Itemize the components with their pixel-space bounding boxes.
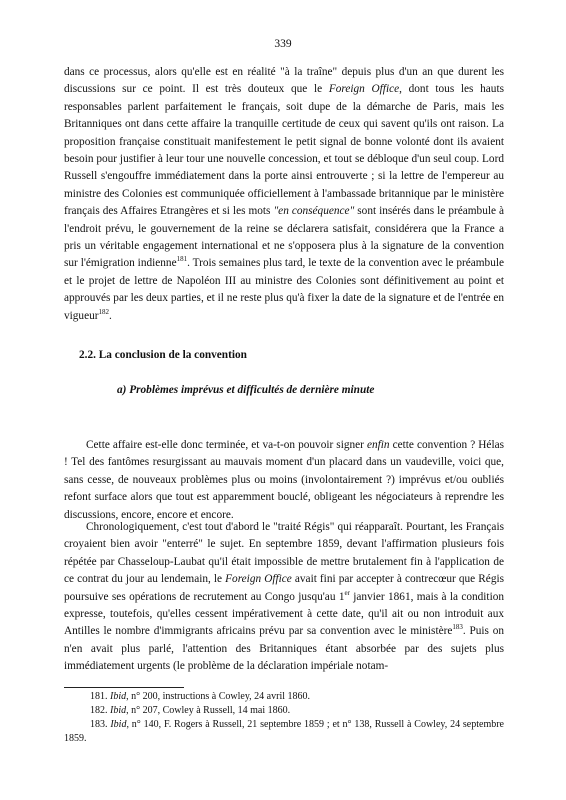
text-run: dans ce processus, alors qu'elle est en réalité "à la traîne" depuis plus d'un an que durent les discussions sur ce point. Il est très douteux que le bbox=[64, 66, 504, 96]
italic-term: Foreign Office bbox=[328, 83, 400, 96]
footnote-number: 181. bbox=[90, 691, 110, 702]
footnote-number: 182. bbox=[90, 705, 110, 716]
text-run: sont insérés dans le préambule à l'endroit prévu, le gouvernement de la reine se déclarera satisfait, considérera que la France a pris un véritable engagement international et ne s'opposera plus à la signature de la convention sur l'émigration indienne bbox=[64, 205, 504, 270]
footnote-ref-183[interactable]: 183 bbox=[452, 623, 463, 632]
footnote-182 bbox=[64, 704, 504, 718]
italic-word: enfin bbox=[366, 439, 390, 451]
page-number: 339 bbox=[274, 38, 292, 50]
footnote-divider bbox=[64, 687, 184, 688]
footnote-number: 183. bbox=[90, 719, 111, 730]
italic-term: Foreign Office bbox=[225, 573, 292, 586]
ordinal-suffix: er bbox=[344, 588, 350, 597]
footnote-181 bbox=[64, 690, 504, 704]
text-run: cette convention ? Hélas ! Tel des fantômes resurgissant au mauvais moment d'un placard dans un vaudeville, voici que, sans cesse, de nouveaux problèmes plus ou moins (involontairement ?) imprévus et/ou oubliés refont surface alors que tout est apparemment bouclé, obligeant les négociateurs à reprendre les discussions, encore, encore et encore. bbox=[64, 439, 504, 521]
footnote-ref-181[interactable]: 181 bbox=[176, 255, 188, 264]
subsection-heading: a) Problèmes imprévus et difficultés de dernière minute bbox=[117, 384, 375, 396]
footnote-ibid: Ibid bbox=[110, 691, 127, 702]
footnote-text: , n° 207, Cowley à Russell, 14 mai 1860. bbox=[126, 705, 291, 716]
footnote-ref-182[interactable]: 182 bbox=[98, 307, 110, 316]
text-run: Chronologiquement, c'est tout d'abord le "traité Régis" qui réapparaît. Pourtant, les Français croyaient bien avoir "enterré" le sujet. En septembre 1859, devant l'affirmation plusieurs fois répétée par Chasseloup-Laubat qu'il était impossible de mettre brutalement fin à l'application de ce contrat du jour au lendemain, le bbox=[64, 521, 504, 586]
footnote-183 bbox=[64, 718, 504, 746]
text-run: . Trois semaines plus tard, le texte de la convention avec le préambule et le projet de lettre de Napoléon III au ministre des Colonies sont définitivement au point et approuvés par les deux parties, et il ne reste plus qu'à fixer la date de la signature et de l'entrée en vigueur bbox=[64, 257, 505, 322]
section-heading: 2.2. La conclusion de la convention bbox=[79, 349, 247, 361]
text-run: , dont tous les hauts responsables parlent parfaitement le français, soit dupe de la démarche de Paris, mais les Britanniques ont dans cette affaire la tranquille certitude de ceux qui savent qu'ils ont raison. La proposition française constituait manifestement le petit signal de bonne volonté dont ils avaient besoin pour justifier à leur tour une nouvelle concession, et tout se débloque d'un seul coup. Lord Russell s'engouffre immédiatement dans la porte ainsi entrouverte ; si la lettre de l'empereur au ministre des Colonies est communiquée officiellement à l'ambassade britannique par le ministère français des Affaires Etrangères et si les mots bbox=[64, 83, 504, 218]
body-paragraph-3 bbox=[64, 519, 504, 676]
text-run: . Puis on n'en avait plus parlé, l'attention des Britanniques étant absorbée par des sujets plus immédiatement urgents (le problème de la déclaration impériale notam- bbox=[64, 625, 504, 673]
text-run: janvier 1861, mais à la condition expresse, toutefois, qu'elles cessent impérativement à cette date, qu'il ait ou non introduit aux Antilles le nombre d'immigrants africains prévu par sa convention avec le ministère bbox=[64, 590, 504, 638]
footnotes-list bbox=[64, 690, 504, 746]
text-run: avait fini par accepter à contrecœur que Régis poursuive ses opérations de recrutement au Congo jusqu'au 1 bbox=[64, 573, 504, 603]
body-paragraph-1 bbox=[64, 64, 504, 325]
footnote-ibid: Ibid bbox=[110, 719, 127, 730]
footnote-ibid: Ibid bbox=[110, 705, 127, 716]
footnote-text: , n° 140, F. Rogers à Russell, 21 septembre 1859 ; et n° 138, Russell à Cowley, 24 septembre 1859. bbox=[64, 719, 504, 744]
text-run: Cette affaire est-elle donc terminée, et va-t-on pouvoir signer bbox=[86, 439, 367, 451]
body-paragraph-2 bbox=[64, 437, 504, 524]
footnote-text: , n° 200, instructions à Cowley, 24 avril 1860. bbox=[126, 691, 310, 702]
text-run: . bbox=[109, 309, 112, 322]
italic-quote: "en conséquence" bbox=[273, 205, 355, 218]
